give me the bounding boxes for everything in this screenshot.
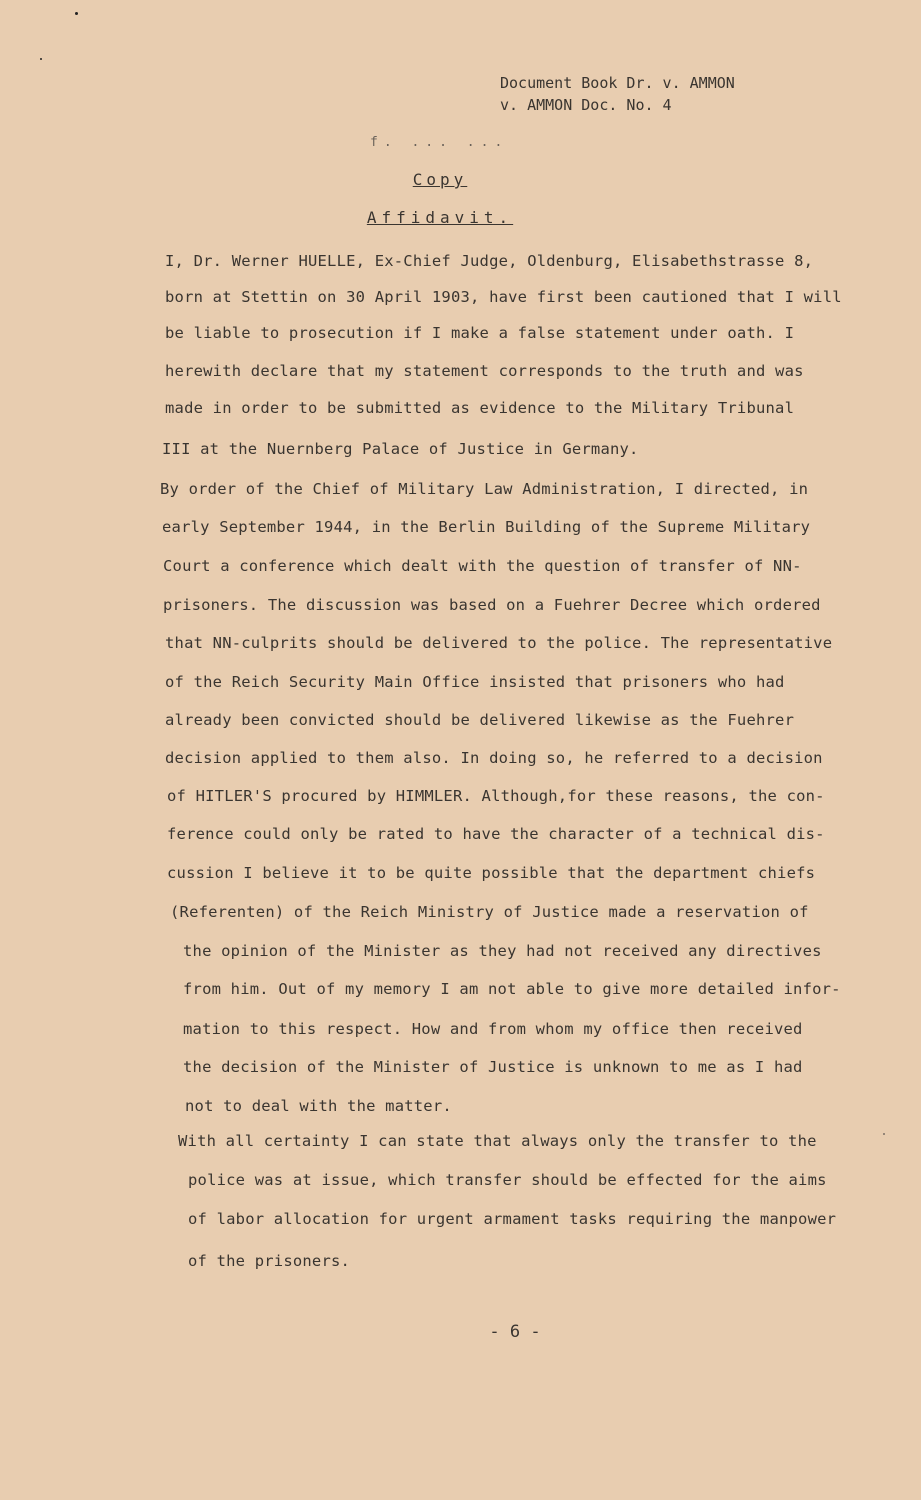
body-line: I, Dr. Werner HUELLE, Ex-Chief Judge, Oldenburg, Elisabethstrasse 8, — [165, 252, 814, 270]
body-line: prisoners. The discussion was based on a Fuehrer Decree which ordered — [163, 596, 821, 614]
body-line: from him. Out of my memory I am not able to give more detailed infor- — [183, 980, 841, 998]
body-line: that NN-culprits should be delivered to the police. The representative — [165, 634, 833, 652]
body-line: With all certainty I can state that always only the transfer to the — [178, 1132, 817, 1150]
body-line: of HITLER'S procured by HIMMLER. Although,for these reasons, the con- — [167, 787, 825, 805]
body-line: of labor allocation for urgent armament tasks requiring the manpower — [188, 1210, 837, 1228]
document-header — [500, 72, 735, 116]
affidavit-title: Affidavit. — [366, 208, 514, 227]
ink-speck — [883, 1133, 885, 1135]
body-line: the decision of the Minister of Justice is unknown to me as I had — [183, 1058, 803, 1076]
header-line-1: Document Book Dr. v. AMMON — [500, 74, 735, 92]
body-line: By order of the Chief of Military Law Administration, I directed, in — [160, 480, 809, 498]
ink-speck — [40, 58, 42, 60]
copy-title: Copy — [412, 170, 468, 189]
body-line: mation to this respect. How and from whom my office then received — [183, 1020, 803, 1038]
body-line: of the prisoners. — [188, 1252, 351, 1270]
body-line: herewith declare that my statement corresponds to the truth and was — [165, 362, 804, 380]
body-line: Court a conference which dealt with the question of transfer of NN- — [163, 557, 802, 575]
body-line: be liable to prosecution if I make a false statement under oath. I — [165, 324, 795, 342]
body-line: the opinion of the Minister as they had not received any directives — [183, 942, 822, 960]
body-line: III at the Nuernberg Palace of Justice in Germany. — [162, 440, 639, 458]
body-line: (Referenten) of the Reich Ministry of Justice made a reservation of — [170, 903, 809, 921]
ink-speck — [75, 12, 78, 15]
body-line: police was at issue, which transfer should be effected for the aims — [188, 1171, 827, 1189]
body-line: ference could only be rated to have the character of a technical dis- — [167, 825, 825, 843]
body-line: made in order to be submitted as evidence to the Military Tribunal — [165, 399, 795, 417]
body-line: born at Stettin on 30 April 1903, have first been cautioned that I will — [165, 288, 842, 306]
faint-stamp: f. ... ... — [370, 135, 509, 150]
body-line: not to deal with the matter. — [185, 1097, 452, 1115]
body-line: of the Reich Security Main Office insisted that prisoners who had — [165, 673, 785, 691]
body-line: cussion I believe it to be quite possible that the department chiefs — [167, 864, 816, 882]
body-line: already been convicted should be delivered likewise as the Fuehrer — [165, 711, 795, 729]
page-number: - 6 - — [489, 1322, 541, 1342]
body-line: early September 1944, in the Berlin Building of the Supreme Military — [162, 518, 811, 536]
header-line-2: v. AMMON Doc. No. 4 — [500, 96, 672, 114]
body-line: decision applied to them also. In doing so, he referred to a decision — [165, 749, 823, 767]
